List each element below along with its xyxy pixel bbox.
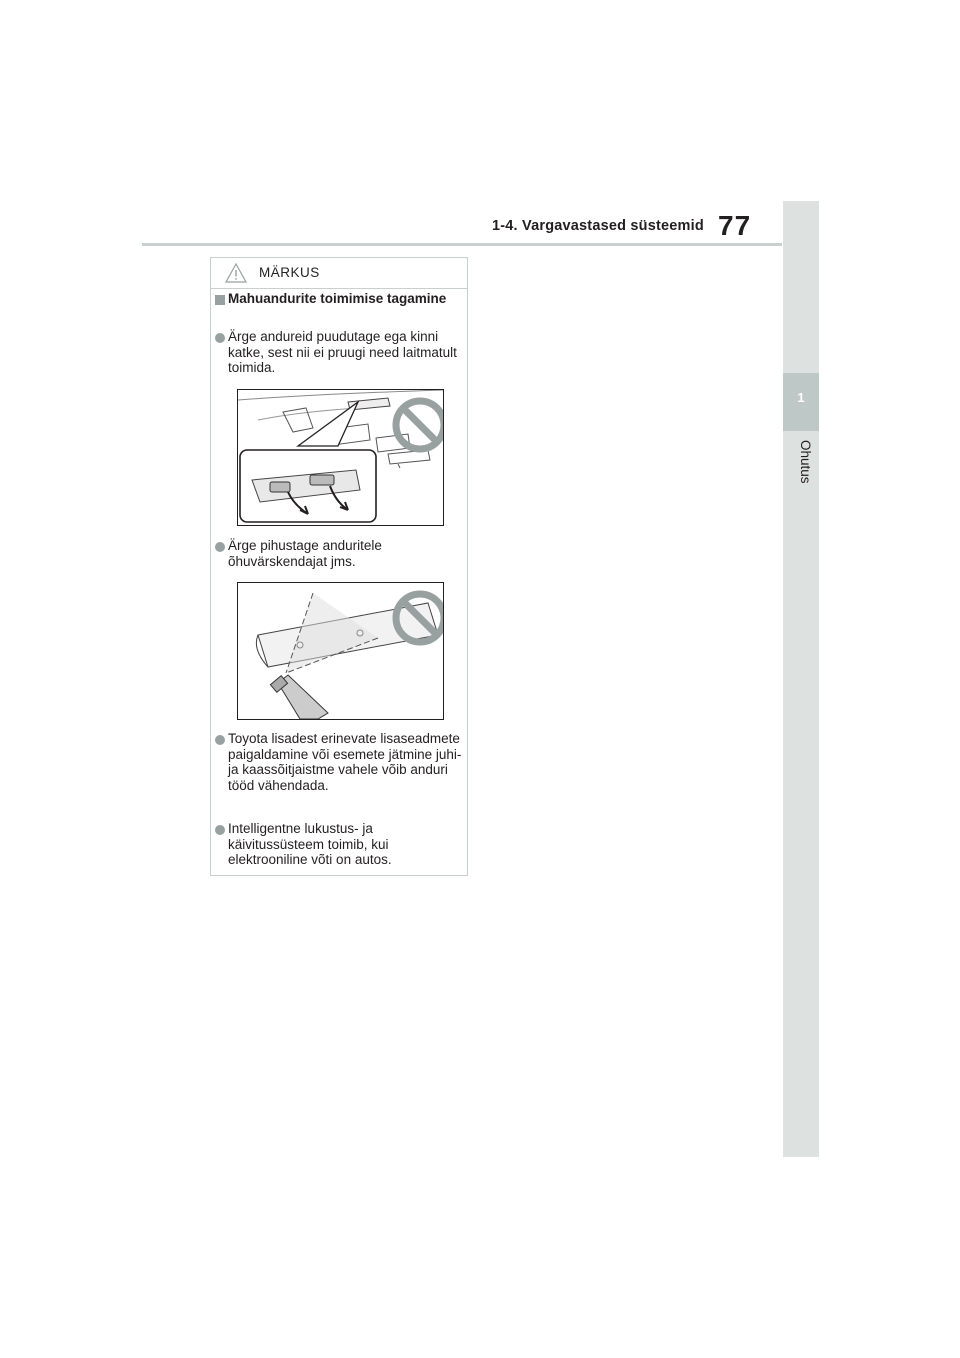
header-divider [142,243,782,246]
bullet-dot [215,825,225,835]
page-number: 77 [718,210,752,241]
section-square-marker [215,295,225,305]
bullet-text: Ärge pihustage anduritele õhuvärskendajat jms. [228,538,382,569]
notice-box [210,257,468,876]
roof-sensor-illustration [238,390,443,525]
figure-roof-sensors [237,389,444,526]
figure-spray-warning [237,582,444,720]
notice-header [211,258,467,289]
notice-section-title: Mahuandurite toimimise tagamine [228,291,447,306]
bullet-text: Ärge andureid puudutage ega kinni katke, sest nii ei pruugi need laitmatult toimida. [228,329,457,375]
bullet-dot [215,542,225,552]
chapter-label: Ohutus [798,440,813,484]
bullet-dot [215,333,225,343]
bullet-dot [215,735,225,745]
section-header-title: 1-4. Vargavastased süsteemid [492,218,704,234]
bullet-text: Toyota lisadest erinevate lisaseadmete paigaldamine või esemete jätmine juhi- ja kaassõitjaistme vahele võib anduri tööd vähendada. [228,731,462,793]
spray-illustration [238,583,443,719]
chapter-number: 1 [797,390,805,405]
chapter-side-tab [783,201,819,1157]
warning-triangle-icon [225,263,247,283]
bullet-text: Intelligentne lukustus- ja käivitussüsteem toimib, kui elektrooniline võti on autos. [228,821,392,867]
notice-title: MÄRKUS [259,265,320,280]
